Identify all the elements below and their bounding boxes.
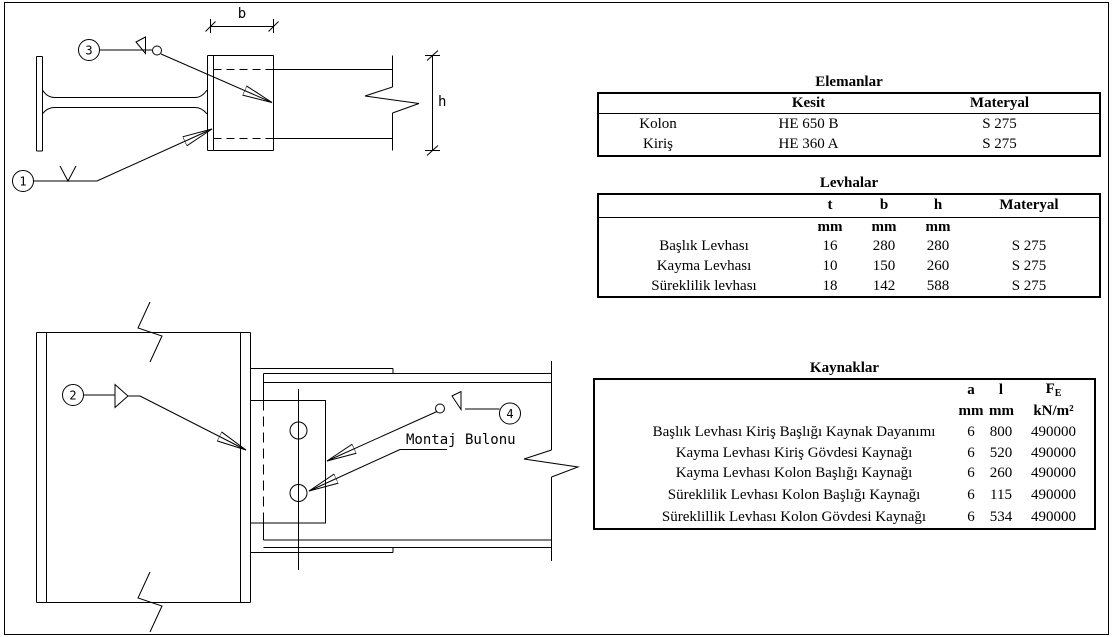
weld-symbol-tick: [60, 166, 76, 181]
dimension-b: [206, 6, 279, 33]
kaynaklar-header-row: [595, 380, 1094, 401]
section-detail-diagram: [13, 6, 447, 192]
row-label: Kayma Levhası Kiriş Gövdesi Kaynağı: [675, 444, 913, 461]
montaj-bulonu-label: Montaj Bulonu: [406, 432, 516, 448]
levhalar-table-title: Levhalar: [819, 175, 879, 191]
table-row: [595, 463, 1094, 484]
table-row: [599, 256, 1099, 276]
dim-h-label: h: [438, 94, 447, 110]
fe-main: F: [1045, 380, 1055, 397]
unit-b: mm: [871, 219, 897, 236]
cell-t: 16: [822, 238, 838, 255]
table-row: [595, 484, 1094, 506]
weld-mark-3-number: 3: [85, 43, 93, 58]
elemanlar-table: [597, 92, 1101, 157]
cell-materyal: S 275: [1011, 277, 1047, 294]
row-label: Kayma Levhası Kolon Başlığı Kaynağı: [675, 465, 913, 482]
cell-l: 520: [989, 444, 1013, 461]
weld-symbol-circle: [153, 46, 162, 55]
header-materyal: Materyal: [969, 95, 1030, 112]
table-row: [599, 276, 1099, 296]
cell-a: 6: [967, 423, 975, 440]
table-row: [599, 238, 1099, 257]
weld-symbol-triangle: [115, 385, 128, 408]
beam-break-line: [365, 87, 419, 113]
table-row: [599, 135, 1099, 155]
cell-kesit: HE 360 A: [778, 136, 839, 153]
weld-mark-2-number: 2: [69, 388, 77, 403]
row-label: Kayma Levhası: [656, 257, 752, 274]
cell-t: 10: [822, 257, 838, 274]
row-label: Süreklilik levhası: [651, 277, 757, 294]
cell-l: 260: [989, 465, 1013, 482]
fe-sub: E: [1054, 387, 1062, 399]
dim-b-label: b: [237, 6, 247, 22]
row-label: Süreklillik Levhası Kolon Gövdesi Kaynağı: [661, 508, 927, 525]
beam-elevation: [264, 361, 579, 561]
unit-l: mm: [989, 402, 1014, 419]
header-l: l: [998, 381, 1004, 398]
levhalar-units-row: [599, 218, 1099, 238]
beam-break-line: [524, 450, 578, 477]
header-b: b: [879, 197, 889, 214]
cell-b: 280: [872, 238, 896, 255]
cell-materyal: S 275: [1011, 238, 1047, 255]
header-t: t: [827, 197, 833, 214]
kaynaklar-units-row: [595, 401, 1094, 422]
weld-mark-2: [63, 385, 247, 451]
cell-b: 150: [872, 257, 896, 274]
dimension-h: [425, 51, 446, 156]
cell-f: 490000: [1031, 508, 1076, 525]
table-row: [595, 422, 1094, 443]
unit-a: mm: [958, 402, 984, 419]
weld-symbol-flag: [136, 37, 146, 54]
levhalar-table: [597, 193, 1101, 298]
row-label: Başlık Levhası Kiriş Başlığı Kaynak Dayanımı: [652, 423, 936, 440]
weld-mark-4-number: 4: [506, 407, 514, 421]
cell-l: 800: [989, 423, 1013, 440]
cell-h: 280: [926, 238, 950, 255]
cell-materyal: S 275: [1011, 257, 1047, 274]
table-row: [599, 114, 1099, 134]
cell-h: 260: [926, 257, 950, 274]
table-row: [595, 506, 1094, 528]
cell-f: 490000: [1031, 423, 1076, 440]
cell-materyal: S 275: [982, 136, 1017, 153]
header-materyal: Materyal: [999, 197, 1059, 214]
montaj-bulonu-callout: [309, 432, 516, 491]
header-kesit: Kesit: [791, 95, 826, 112]
cell-f: 490000: [1031, 444, 1076, 461]
row-label: Başlık Levhası: [659, 238, 749, 255]
shear-plate: [251, 389, 326, 570]
weld-symbol-flag: [452, 392, 461, 410]
row-label: Kiriş: [643, 136, 673, 153]
cell-materyal: S 275: [982, 116, 1017, 133]
cell-h: 588: [926, 277, 950, 294]
cell-a: 6: [967, 486, 975, 503]
row-label: Kolon: [639, 116, 677, 133]
column-section: [37, 56, 208, 152]
cell-a: 6: [967, 465, 975, 482]
cell-t: 18: [822, 277, 838, 294]
beam-lines: [214, 56, 420, 151]
weld-mark-4: [327, 392, 521, 462]
cell-f: 490000: [1031, 486, 1076, 503]
weld-mark-1-number: 1: [19, 174, 27, 189]
elemanlar-table-title: Elemanlar: [815, 74, 883, 90]
table-row: [595, 443, 1094, 464]
unit-t: mm: [817, 219, 843, 236]
cell-l: 534: [989, 508, 1013, 525]
header-a: a: [967, 381, 975, 398]
cell-a: 6: [967, 444, 975, 461]
header-h: h: [933, 197, 943, 214]
kaynaklar-table-title: Kaynaklar: [809, 360, 880, 376]
elemanlar-header-row: [599, 94, 1099, 114]
row-label: Süreklilik Levhası Kolon Başlığı Kaynağı: [667, 486, 921, 503]
cell-b: 142: [872, 277, 896, 294]
flange-plates: [251, 369, 394, 553]
cell-l: 115: [990, 486, 1012, 503]
column-elevation: [37, 302, 251, 632]
unit-h: mm: [925, 219, 951, 236]
kaynaklar-table: [593, 378, 1096, 530]
cell-f: 490000: [1031, 465, 1076, 482]
cell-kesit: HE 650 B: [778, 116, 839, 133]
levhalar-header-row: [599, 195, 1099, 218]
header-fe: [1013, 382, 1094, 399]
connection-elevation-diagram: [37, 302, 579, 632]
cell-a: 6: [967, 508, 975, 525]
unit-f: kN/m²: [1033, 402, 1074, 419]
